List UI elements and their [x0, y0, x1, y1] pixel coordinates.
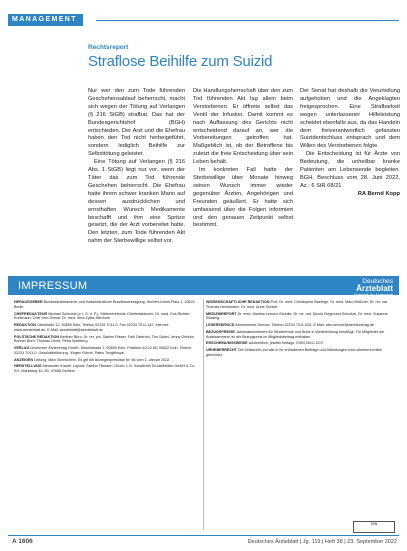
impressum-entry-head: ERSCHEINUNGSWEISE	[206, 341, 248, 346]
impressum-entry	[14, 364, 201, 374]
impressum-entry-head: BEZUGSPREISE	[206, 329, 235, 334]
impressum-entry-head: VERLAG	[14, 346, 30, 350]
impressum-divider	[203, 299, 204, 530]
impressum-entry-head: POLITISCHE REDAKTION	[14, 334, 60, 339]
impressum-entry-text: Abonnement-Service, Telefon 02234 7011-520, E-Mail: abo-service@aerzteverlag.de	[235, 323, 374, 327]
impressum-entry	[206, 348, 394, 358]
impressum-entry-text: wöchentlich, jeweils freitags. ISSN 0012-1207	[248, 341, 324, 346]
impressum-entry	[206, 341, 394, 346]
impressum-entry-text: Die Zeitschrift und alle in ihr enthaltenen Beiträge und Abbildungen sind urheberrechtlich geschützt.	[206, 348, 383, 357]
impressum-entry-text: Michael Schmedt (v. i. S. d. P.), Stellvertretende Chefredakteurin: Dr. med. Eva Richter-Kuhlmann. Chef vom Dienst: Dr. med. Vera Zylka-Menhorn	[14, 311, 191, 321]
impressum-entry	[206, 323, 394, 328]
impressum-entry-head: REDAKTION	[14, 323, 36, 327]
logo-line-2: Ärzteblatt	[356, 284, 393, 293]
impressum-entry-head: URHEBERRECHT	[206, 348, 237, 352]
impressum-entry-text: Bundesärztekammer und Kassenärztliche Bundesvereinigung, Herbert-Lewin-Platz 1, 10623 Berlin	[14, 300, 195, 309]
impressum-title: IMPRESSUM	[18, 280, 88, 292]
impressum-entry	[14, 300, 201, 310]
article-paragraph: Die Entscheidung ist für Ärzte von Bedeutung, die unheilbar kranke Patienten am Lebensende begleiten. BGH, Beschluss vom 28. Juni 2022, Az.: 6 StR 68/21	[300, 151, 400, 189]
article-signoff	[300, 191, 400, 199]
impressum-entry-head: HERSTELLUNG	[14, 364, 42, 369]
ivw-seal: IVW	[353, 521, 395, 533]
footer-rule	[8, 535, 399, 536]
article-column-1	[88, 88, 185, 260]
impressum-entry-head: HERAUSGEBER	[14, 300, 43, 304]
impressum-entry	[206, 300, 394, 310]
section-header-rule	[96, 20, 399, 21]
impressum-column-left	[14, 300, 201, 532]
article-column-3	[300, 88, 400, 260]
impressum-entry-text: Jahresabonnement für Studierende und Ärzte in Weiterbildung ermäßigt. Für Mitglieder der Ärztekammern ist der Bezugspreis im Mitgliedsbeitrag enthalten.	[206, 329, 385, 339]
impressum-entry-head: ANZEIGEN	[14, 357, 34, 362]
impressum-entry	[206, 312, 394, 322]
impressum-entry-text: Berliner Büro, Dr. rer. pol. Sabine Rieser, Falk Osterloh, Tim Gabel, Jenny Gehrke; Bonner Büro: Thomas Gerst, Petra Spielberg	[14, 334, 195, 344]
article-paragraph: Im konkreten Fall hatte der Sterbewillige über Monate hinweg seinen Wunsch immer wieder gegenüber Ärzten, Angehörigen und Freunden geäußert. Er hatte sich umfassend über die Folgen informiert und den genauen Zeitpunkt selbst bestimmt.	[193, 167, 293, 229]
impressum-entry-head: WISSENSCHAFTLICHE REDAKTION	[206, 300, 270, 304]
article-headline: Straflose Beihilfe zum Suizid	[88, 53, 273, 70]
impressum-entry-text: Prof. Dr. med. Christopher Baethge, Dr. med. Marc Meißner, Dr. rer. nat. Thomas Heinemann, Dr. med. Anne Gunkel	[206, 300, 388, 309]
impressum-entry	[14, 358, 201, 363]
logo-line-1: Deutsches	[362, 278, 393, 285]
article-paragraph: Der Senat hat deshalb die Verurteilung aufgehoben und die Angeklagten freigesprochen. Eine Strafbarkeit wegen unterlassener Hilfeleistung scheidet ebenfalls aus, da das Handeln dem freiverantwortlich gefassten Suizidentschluss entsprach und dem Willen des Verstorbenen folgte.	[300, 88, 400, 150]
page-number: A 1606	[12, 538, 33, 545]
section-label: MANAGEMENT	[8, 14, 83, 26]
impressum-entry-text: Dr. med. Martina Lenzen-Schulte, Dr. rer. nat. Nicola Siegmund-Schultze, Dr. med. Susanne Rössing	[206, 311, 388, 321]
impressum-entry	[14, 346, 201, 356]
author-name: RA Bernd Kopp	[357, 190, 400, 197]
impressum-entry-head: CHEFREDAKTEUR	[14, 311, 48, 316]
impressum-column-right	[206, 300, 394, 532]
article-paragraph: Nur wer den zum Tode führenden Geschehensablauf beherrscht, macht sich wegen der Tötung auf Verlangen (§ 216 StGB) strafbar. Das hat der Bundesgerichtshof (BGH) entschieden. Der Arzt und die Ehefrau haben den Tod nicht herbeigeführt, sondern lediglich Beihilfe zur Selbsttötung geleistet.	[88, 88, 185, 158]
issue-citation: Deutsches Ärzteblatt | Jg. 119 | Heft 38 | 23. September 2022	[247, 539, 397, 545]
impressum-entry-text: Ottostraße 12, 50859 Köln, Telefon 02234 7011-0, Fax 02234 7011-142, Internet: www.aerzteblatt.de, E-Mail: aerzteblatt@aerzteblatt.de	[14, 323, 169, 332]
article-kicker: Rechtsreport	[88, 44, 129, 51]
article-paragraph: Die Handlungsherrschaft über den zum Tod führenden Akt lag allein beim Verstorbenen. Er öffnete selbst das Ventil der Infusion. Damit kommt es nach Auffassung des Gerichts nicht entscheidend darauf an, wer die Vorbereitungen getroffen hat. Maßgeblich ist, ob der Betroffene bis zuletzt die freie Entscheidung über sein Leben behält.	[193, 88, 293, 166]
article-column-2	[193, 88, 293, 260]
impressum-entry-text: Alexander Krauth. Layout: Sabine Tillmann. Druck: L.N. Schaffrath DruckMedien GmbH & Co. KG, Marktweg 42–50, 47608 Geldern	[14, 364, 196, 373]
impressum-entry-head: MEDIZINREPORT	[206, 311, 237, 316]
article-paragraph: Eine Tötung auf Verlangen (§ 216 Abs. 1 StGB) liegt nur vor, wenn der Täter das zum Tod führende Geschehen beherrscht. Die Ehefrau hatte ihrem schwer kranken Mann auf dessen ausdrücklichen und ernsthaften Wunsch Medikamente beschafft und ihm eine Spritze gesetzt, die der Arzt vorbereitet hatte. Den letzten, zum Tode führenden Akt nahm der Sterbewillige selbst vor.	[88, 159, 185, 245]
impressum-entry	[14, 323, 201, 333]
impressum-entry-text: Leitung: Marc Bornschein. Es gilt die Anzeigenpreisliste Nr. 66 vom 1. Januar 2022.	[34, 357, 171, 362]
impressum-entry-head: LESERSERVICE	[206, 323, 235, 327]
impressum-entry	[14, 335, 201, 345]
logo-tagline: Ärzteblatt der Ärzteschaft	[353, 293, 393, 297]
impressum-entry-text: Deutscher Ärzteverlag GmbH, Dieselstraße 2, 50859 Köln, Postfach 40 02 65, 50832 Köln, Telefon 02234 7011-0. Geschäftsführung: Jürgen Führer, Patric Tongbhoyai	[14, 346, 192, 355]
impressum-entry	[14, 312, 201, 322]
section-header	[0, 14, 407, 26]
impressum-entry	[206, 330, 394, 340]
publication-logo	[354, 278, 393, 297]
